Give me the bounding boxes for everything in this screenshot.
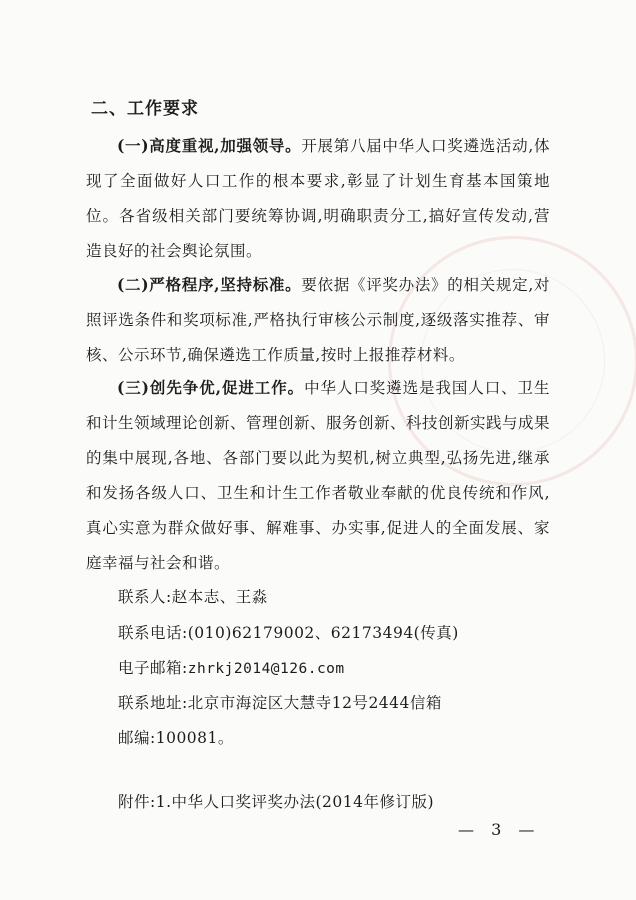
paragraph-1-lead: (一)高度重视,加强领导。 xyxy=(117,136,302,155)
contact-postcode: 邮编:100081。 xyxy=(118,729,234,747)
paragraph-1-body: 开展第八届中华人口奖遴选活动,体现了全面做好人口工作的根本要求,彰显了计划生育基本国策地位。各省级相关部门要统筹协调,明确职责分工,搞好宣传发动,营造良好的社会舆论氛围。 xyxy=(86,137,550,260)
contact-email xyxy=(118,656,345,678)
paragraph-2-body: 要依据《评奖办法》的相关规定,对照评选条件和奖项标准,严格执行审核公示制度,逐级落实推荐、审核、公示环节,确保遴选工作质量,按时上报推荐材料。 xyxy=(86,276,550,364)
paragraph-2-lead: (二)严格程序,坚持标准。 xyxy=(117,275,302,294)
contact-email-address: zhrkj2014@126.com xyxy=(187,661,345,677)
paragraph-2 xyxy=(86,267,550,373)
contact-person: 联系人:赵本志、王淼 xyxy=(118,588,268,606)
paragraph-3-body: 中华人口奖遴选是我国人口、卫生和计生领域理论创新、管理创新、服务创新、科技创新实践与成果的集中展现,各地、各部门要以此为契机,树立典型,弘扬先进,继承和发扬各级人口、卫生和计生工作者敬业奉献的优良传统和作风,真心实意为群众做好事、解难事、办实事,促进人的全面发展、家庭幸福与社会和谐。 xyxy=(86,379,551,572)
contact-address: 联系地址:北京市海淀区大慧寺12号2444信箱 xyxy=(118,694,442,712)
contact-phone: 联系电话:(010)62179002、62173494(传真) xyxy=(118,624,459,642)
page-number: — 3 — xyxy=(458,820,541,839)
paragraph-3 xyxy=(86,370,550,581)
attachment-line: 附件:1.中华人口奖评奖办法(2014年修订版) xyxy=(118,793,435,811)
section-heading: 二、工作要求 xyxy=(91,99,199,119)
contact-email-label: 电子邮箱: xyxy=(118,659,188,677)
paragraph-1 xyxy=(86,128,550,269)
paragraph-3-lead: (三)创先争优,促进工作。 xyxy=(117,378,305,397)
